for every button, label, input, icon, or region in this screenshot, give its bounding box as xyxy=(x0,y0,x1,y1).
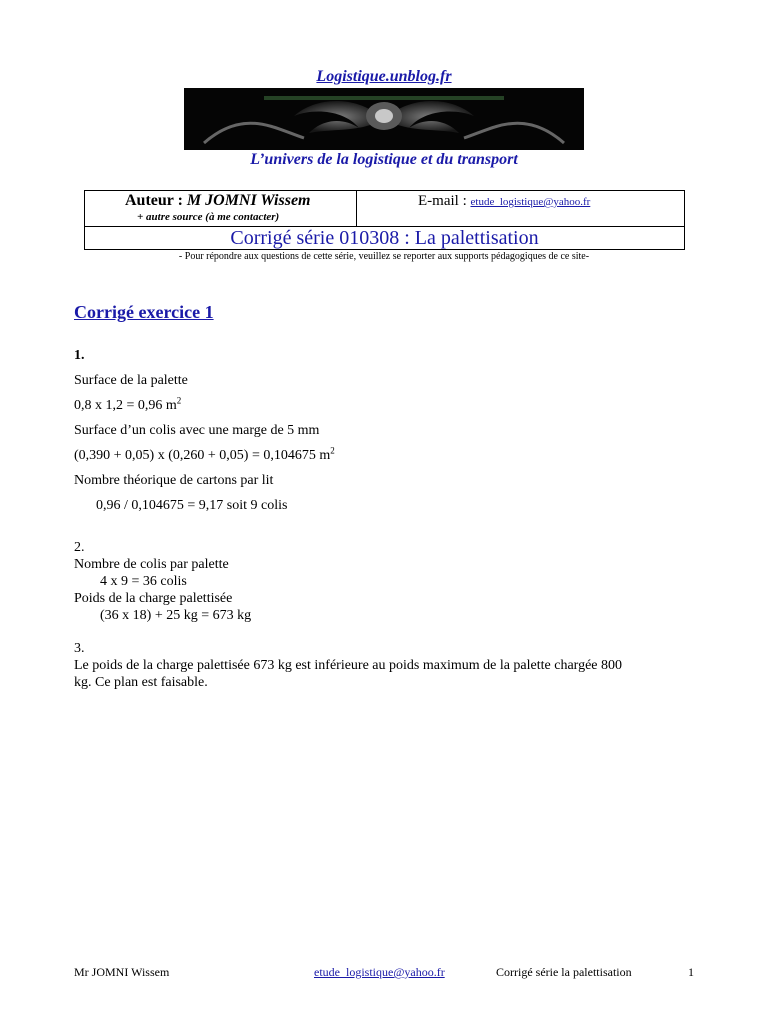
q1-line-6: 0,96 / 0,104675 = 9,17 soit 9 colis xyxy=(96,498,288,513)
q3-line-1: Le poids de la charge palettisée 673 kg est inférieure au poids maximum de la palette chargée 800 xyxy=(74,658,623,673)
document-title: Corrigé série 010308 : La palettisation xyxy=(230,227,539,249)
table-divider xyxy=(356,191,357,226)
question-1-number: 1. xyxy=(74,348,85,363)
footer-author: Mr JOMNI Wissem xyxy=(74,965,170,979)
q1-line-4-text: (0,390 + 0,05) x (0,260 + 0,05) = 0,104675 m xyxy=(74,448,331,463)
author-name: M JOMNI Wissem xyxy=(186,192,311,209)
footer-email-link[interactable]: etude_logistique@yahoo.fr xyxy=(314,965,445,979)
q1-line-2-text: 0,8 x 1,2 = 0,96 m xyxy=(74,398,177,413)
footer-doc-title: Corrigé série la palettisation xyxy=(496,965,632,979)
q2-line-1: Nombre de colis par palette xyxy=(74,557,229,572)
site-tagline: L’univers de la logistique et du transport xyxy=(250,151,518,168)
q1-line-1: Surface de la palette xyxy=(74,373,188,388)
email-cell xyxy=(418,193,590,210)
banner-logo-image xyxy=(184,88,584,150)
info-table xyxy=(84,190,685,250)
site-link[interactable]: Logistique.unblog.fr xyxy=(316,68,452,85)
author-cell xyxy=(125,192,311,210)
q1-line-3: Surface d’un colis avec une marge de 5 mm xyxy=(74,423,320,438)
author-label: Auteur : xyxy=(125,192,183,209)
q1-line-2 xyxy=(74,397,181,415)
q1-line-4 xyxy=(74,447,335,465)
q2-line-4: (36 x 18) + 25 kg = 673 kg xyxy=(100,608,252,623)
banner-ornament-icon xyxy=(184,88,584,150)
q2-line-3: Poids de la charge palettisée xyxy=(74,591,233,606)
q1-line-2-exponent: 2 xyxy=(176,395,182,406)
question-3-number: 3. xyxy=(74,641,85,656)
email-label: E-mail : xyxy=(418,193,467,209)
question-2-number: 2. xyxy=(74,540,85,555)
section-heading: Corrigé exercice 1 xyxy=(74,302,214,322)
q1-line-4-exponent: 2 xyxy=(330,445,335,456)
q1-line-5: Nombre théorique de cartons par lit xyxy=(74,473,274,488)
info-table-row xyxy=(85,191,684,227)
page-number: 1 xyxy=(688,965,694,979)
author-subtext: + autre source (à me contacter) xyxy=(137,211,280,223)
q2-line-2: 4 x 9 = 36 colis xyxy=(100,574,187,589)
instruction-note: - Pour répondre aux questions de cette série, veuillez se reporter aux supports pédagogiques de ce site- xyxy=(178,251,590,262)
email-link[interactable]: etude_logistique@yahoo.fr xyxy=(470,196,591,208)
q3-line-2: kg. Ce plan est faisable. xyxy=(74,675,208,690)
